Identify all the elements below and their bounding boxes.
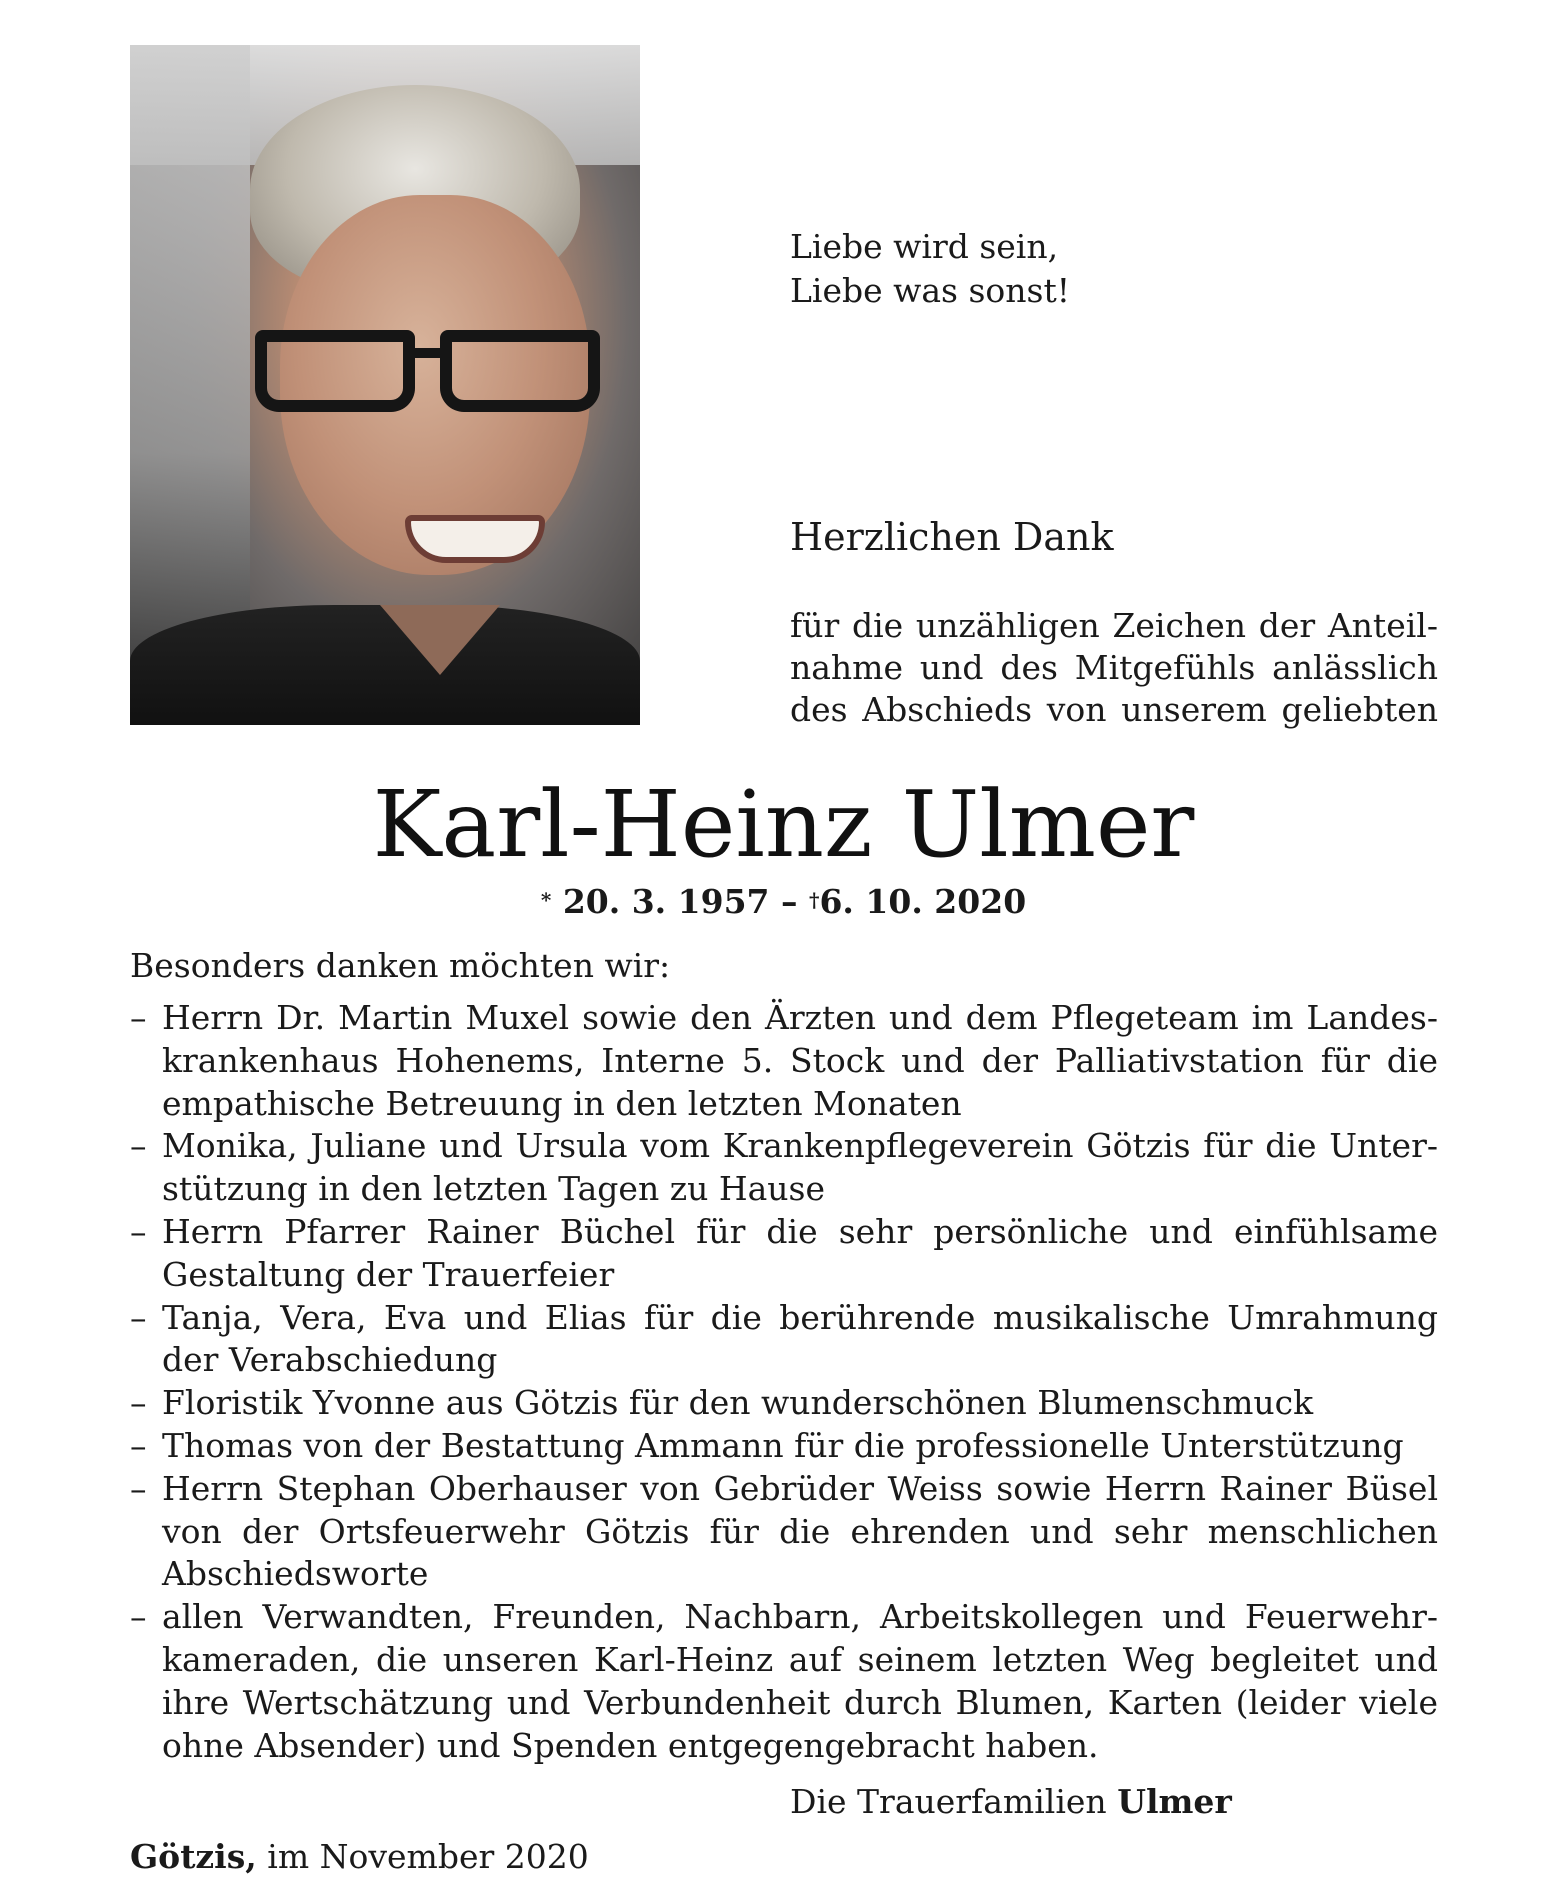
thanks-text (790, 605, 1438, 731)
list-item (130, 1468, 1438, 1596)
signature-prefix: Die Trauerfamilien (790, 1782, 1107, 1821)
life-dates (0, 880, 1567, 924)
thanks-line: des Abschieds von unserem geliebten (790, 690, 1438, 729)
list-dash: – (130, 1468, 147, 1508)
list-item-line: der Verabschiedung (162, 1340, 498, 1380)
list-item-line: Monika, Juliane und Ursula vom Krankenpflegeverein Götzis für die Unter- (162, 1126, 1438, 1166)
signature (790, 1780, 1440, 1824)
birth-date: 20. 3. 1957 (562, 882, 770, 921)
list-item-line: Gestaltung der Trauerfeier (162, 1254, 615, 1294)
list-item-line: stützung in den letzten Tagen zu Hause (162, 1169, 825, 1209)
list-dash: – (130, 1126, 147, 1166)
list-item-line: kameraden, die unseren Karl-Heinz auf seinem letzten Weg begleitet und (162, 1639, 1438, 1679)
place-date-text: im November 2020 (267, 1837, 589, 1876)
list-item-line: von der Ortsfeuerwehr Götzis für die ehrenden und sehr menschlichen (162, 1511, 1438, 1551)
list-item-line: Tanja, Vera, Eva und Elias für die berührende musikalische Umrahmung (162, 1297, 1438, 1337)
death-date: 6. 10. 2020 (819, 882, 1027, 921)
list-item (130, 1425, 1438, 1468)
list-item (130, 1596, 1438, 1767)
list-item-line: Abschiedsworte (162, 1554, 429, 1594)
birth-symbol: * (540, 888, 552, 912)
list-dash: – (130, 1597, 147, 1637)
list-dash: – (130, 1425, 147, 1465)
list-dash: – (130, 1383, 147, 1423)
list-item (130, 997, 1438, 1125)
list-dash: – (130, 1211, 147, 1251)
list-item (130, 1297, 1438, 1383)
list-dash: – (130, 998, 147, 1037)
list-item-line: Thomas von der Bestattung Ammann für die professionelle Unterstützung (162, 1425, 1404, 1465)
list-item-line: Herrn Dr. Martin Muxel sowie den Ärzten und dem Pflegeteam im Landes- (162, 998, 1438, 1037)
deceased-name: Karl-Heinz Ulmer (372, 771, 1195, 878)
place-date (130, 1835, 830, 1879)
list-item-line: ihre Wertschätzung und Verbundenheit durch Blumen, Karten (leider viele (162, 1682, 1438, 1722)
date-separator: – (781, 882, 798, 921)
list-item-line: krankenhaus Hohenems, Interne 5. Stock und der Palliativstation für die (162, 1040, 1438, 1080)
thanks-line: für die unzähligen Zeichen der Anteil- (790, 606, 1438, 645)
list-dash: – (130, 1297, 147, 1337)
list-item-line: Herrn Pfarrer Rainer Büchel für die sehr persönliche und einfühlsame (162, 1211, 1438, 1251)
list-item-line: Floristik Yvonne aus Götzis für den wunderschönen Blumenschmuck (162, 1383, 1314, 1423)
motto (790, 225, 1290, 313)
thanks-list (130, 997, 1438, 1767)
thanks-title: Herzlichen Dank (790, 515, 1114, 559)
portrait-photo (130, 45, 640, 725)
place-town: Götzis, (130, 1837, 257, 1876)
list-item-line: allen Verwandten, Freunden, Nachbarn, Arbeitskollegen und Feuerwehr- (162, 1597, 1438, 1637)
death-symbol: † (809, 888, 820, 912)
motto-line: Liebe wird sein, (790, 227, 1059, 266)
list-item (130, 1382, 1438, 1425)
list-item-line: ohne Absender) und Spenden entgegengebracht haben. (162, 1725, 1099, 1765)
list-item (130, 1125, 1438, 1211)
thanks-intro: Besonders danken möchten wir: (130, 946, 671, 985)
motto-line: Liebe was sonst! (790, 271, 1071, 310)
list-item (130, 1211, 1438, 1297)
signature-family: Ulmer (1117, 1782, 1232, 1821)
list-item-line: empathische Betreuung in den letzten Monaten (162, 1083, 962, 1123)
thanks-line: nahme und des Mitgefühls anlässlich (790, 648, 1438, 687)
list-item-line: Herrn Stephan Oberhauser von Gebrüder Weiss sowie Herrn Rainer Büsel (162, 1468, 1438, 1508)
